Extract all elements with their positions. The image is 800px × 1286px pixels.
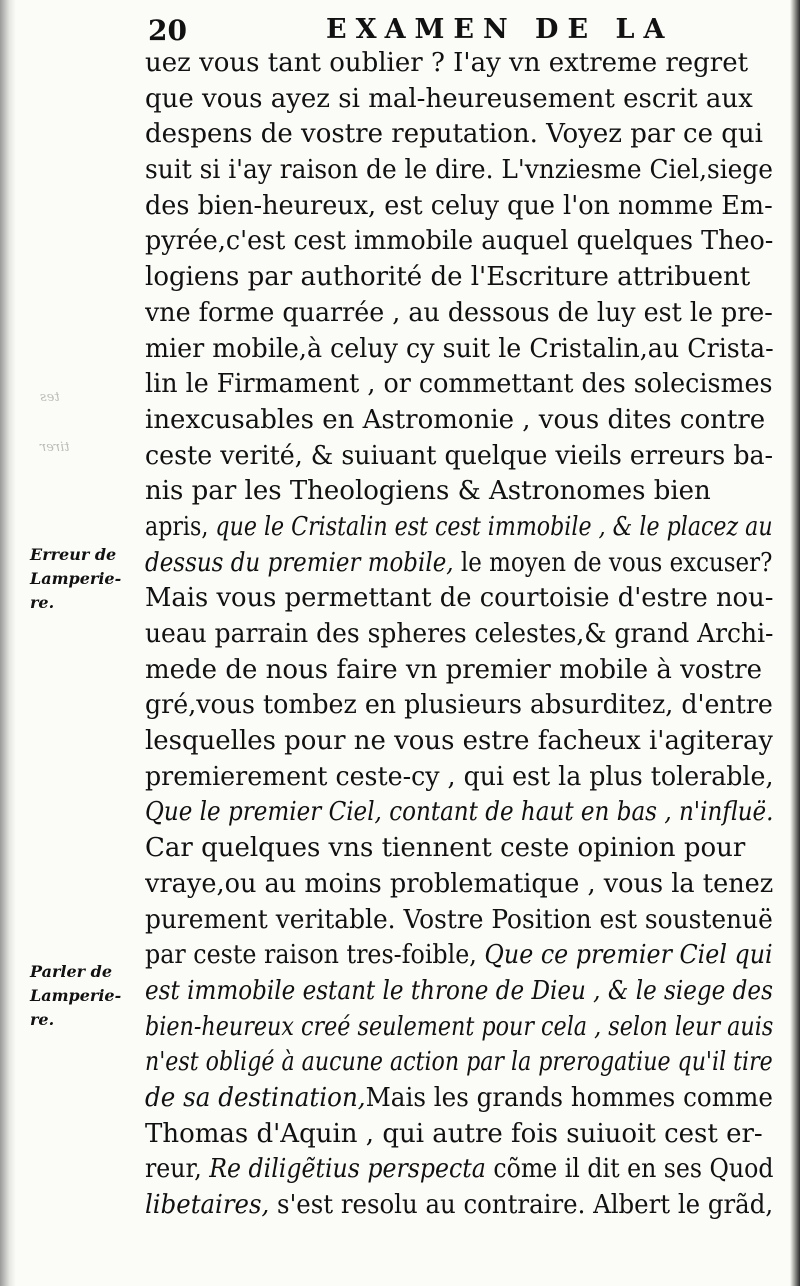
text-line [145,938,773,974]
text-line [145,1081,773,1117]
text-line: purement veritable. Vostre Position est soustenuë [145,904,773,935]
margin-note-erreur [30,543,142,615]
page-header [148,8,788,48]
italic-quote-line: bien-heureux creé seulement pour cela , selon leur auis [145,1011,774,1042]
text-line: mede de nous faire vn premier mobile à vostre [145,654,763,685]
text-line: gré,vous tombez en plusieurs absurditez, d'entre [145,690,773,721]
line-text: s'est resolu au contraire. Albert le grãd, [269,1190,774,1220]
text-line: ceste verité, & suiuant quelque vieils erreurs ba- [145,440,773,471]
page-edge-shadow [790,0,800,1286]
text-line: vraye,ou au moins problematique , vous la tenez [145,868,774,899]
text-line: ueau parrain des spheres celestes,& grand Archi- [145,619,774,649]
italic-quote-line: Que le premier Ciel, contant de haut en bas , n'influë. [145,797,774,828]
margin-note-line: Erreur de [30,545,117,564]
running-head: EXAMEN DE LA [326,14,674,45]
line-text: le moyen de vous excuser? [453,547,773,578]
margin-note-line: Parler de [30,962,113,981]
italic-quote: libetaires, [145,1190,270,1220]
margin-note-line: Lamperie- [30,986,122,1005]
margin-note-line: re. [30,1010,55,1029]
text-line [145,510,773,546]
text-line: uez vous tant oublier ? I'ay vn extreme regret [145,48,749,78]
text-line: despens de vostre reputation. Voyez par ce qui [145,119,763,150]
page-gutter-shadow [0,0,16,1286]
text-line: Mais vous permettant de courtoisie d'estre nou- [145,583,773,614]
text-line: logiens par authorité de l'Escriture attribuent [145,262,751,293]
text-line: nis par les Theologiens & Astronomes bien [145,476,711,507]
text-line [145,1152,773,1188]
text-line: que vous ayez si mal-heureusement escrit aux [145,83,753,114]
italic-quote-line: est immobile estant le throne de Dieu , & le siege des [145,975,773,1006]
italic-quote-line: n'est obligé à aucune action par la prerogatiue qu'il tire [145,1047,773,1078]
bleed-through-text: tirer [40,440,70,455]
text-line: suit si i'ay raison de le dire. L'vnziesme Ciel,siege [145,155,774,186]
page-number: 20 [148,14,187,47]
text-line: Thomas d'Aquin , qui autre fois suiuoit cest er- [145,1118,763,1149]
italic-quote: dessus du premier mobile, [145,547,454,578]
line-text: cõme il dit en ses Quod [485,1154,774,1185]
text-line: premierement ceste-cy , qui est la plus tolerable, [145,761,774,792]
text-line [145,1188,773,1224]
text-line: mier mobile,à celuy cy suit le Cristalin,au Crista- [145,333,774,364]
text-line: pyrée,c'est cest immobile auquel quelques Theo- [145,226,774,257]
italic-quote: de sa destination, [145,1082,366,1113]
margin-note-line: Lamperie- [30,569,122,588]
line-text: par ceste raison tres-foible, [145,940,485,971]
text-line: inexcusables en Astromonie , vous dites contre [145,404,766,435]
line-text: reur, [145,1154,210,1185]
text-line: vne forme quarrée , au dessous de luy est le pre- [145,297,773,328]
text-line: lin le Firmament , or commettant des solecismes [145,369,773,400]
margin-note-parler [30,960,142,1032]
text-line: Car quelques vns tiennent ceste opinion pour [145,833,746,864]
line-text: apris, [145,511,216,542]
text-line: lesquelles pour ne vous estre facheux i'agiteray [145,726,773,757]
line-text: Mais les grands hommes comme [365,1082,773,1113]
italic-quote: Que ce premier Ciel qui [484,940,773,971]
italic-quote: que le Cristalin est cest immobile , & le placez au [215,511,773,542]
main-text-block [145,46,773,1224]
italic-quote: Re diligẽtius perspecta [209,1154,486,1185]
bleed-through-text: tes [40,390,60,405]
margin-note-line: re. [30,593,55,612]
text-line [145,546,773,582]
text-line: des bien-heureux, est celuy que l'on nomme Em- [145,190,773,221]
